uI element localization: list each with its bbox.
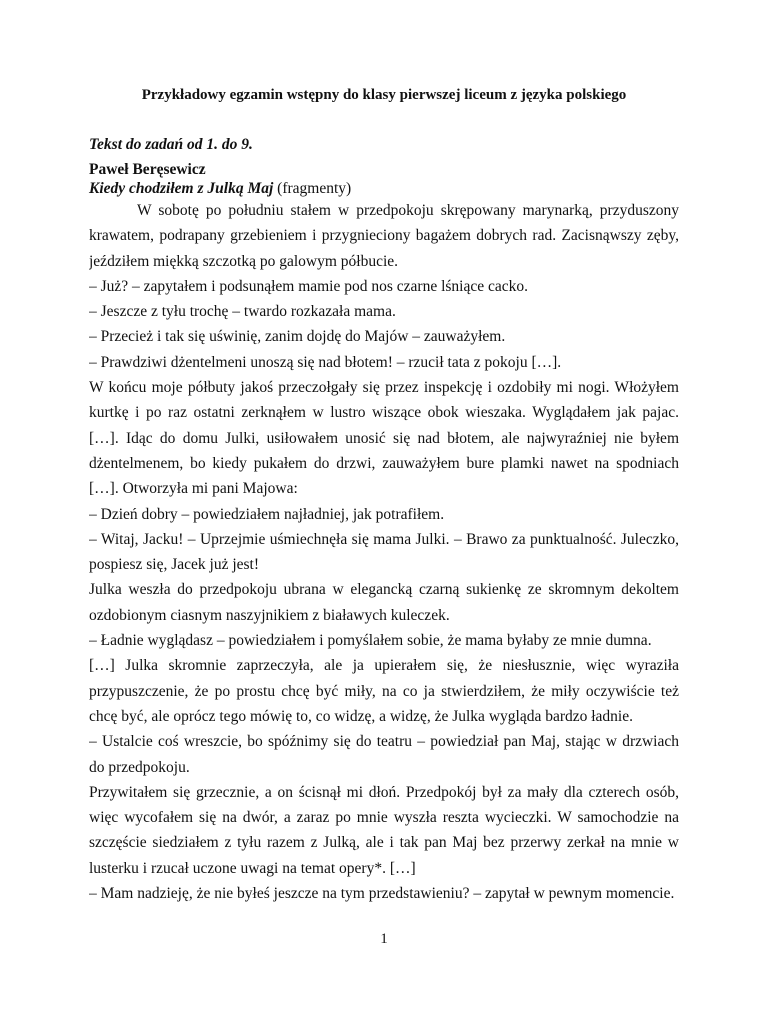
text-line: lusterku i rzucał uczone uwagi na temat opery*. […] [89,859,416,877]
text-fragment [89,198,679,906]
text-line: W sobotę po południu stałem w przedpokoju skrępowany marynarką, przyduszony [137,202,679,219]
text-line: chcę być, ale oprócz tego mówię to, co widzę, a widzę, że Julka wygląda bardzo ładnie. [89,707,633,725]
work-note: (fragmenty) [273,180,352,197]
text-line: krawatem, podrapany grzebieniem i przygnieciony bagażem dobrych rad. Zacisnąwszy zęby, [89,227,679,245]
text-line: szczęście siedziałem z tyłu razem z Julką, ale i tak pan Maj bez przerwy zerkał na mnie w [89,834,679,852]
text-line: – Już? – zapytałem i podsunąłem mamie pod nos czarne lśniące cacko. [89,277,529,295]
text-line: […] Julka skromnie zaprzeczyła, ale ja upierałem się, że niesłusznie, więc wyraziła [89,657,679,675]
text-line: dżentelmenem, bo kiedy pukałem do drzwi, zauważyłem bure plamki nawet na spodniach [89,454,679,472]
text-line: ozdobionym ciasnym naszyjnikiem z białawych kuleczek. [89,606,450,624]
text-line: przypuszczenie, że po prostu chcę być miły, na co ja stwierdziłem, że miły oczywiście też [89,682,679,700]
page-number: 1 [380,931,388,947]
text-line: […]. Otworzyła mi pani Majowa: [89,480,298,498]
text-line: pospiesz się, Jacek już jest! [89,556,260,574]
text-line: – Prawdziwi dżentelmeni unoszą się nad błotem! – rzucił tata z pokoju […]. [89,353,562,371]
text-line: – Witaj, Jacku! – Uprzejmie uśmiechnęła się mama Julki. – Brawo za punktualność. Juleczko, [89,530,679,548]
text-line: – Jeszcze z tyłu trochę – twardo rozkazała mama. [89,303,396,321]
author-name: Paweł Beręsewicz [89,161,206,178]
text-line: Przywitałem się grzecznie, a on ścisnął mi dłoń. Przedpokój był za mały dla czterech osób, [89,783,679,801]
text-line: […]. Idąc do domu Julki, usiłowałem unosić się nad błotem, ale najwyraźniej nie byłem [89,429,679,447]
text-line: więc wycofałem się na dwór, a zaraz po mnie wyszła reszta wycieczki. W samochodzie na [89,809,679,827]
document-title: Przykładowy egzamin wstępny do klasy pierwszej liceum z języka polskiego [141,87,627,103]
work-title-line [89,179,679,198]
text-line: jeździłem miękką szczotką po galowym półbucie. [89,252,399,270]
text-header [89,135,679,198]
text-line: do przedpokoju. [89,758,190,776]
text-line: – Ładnie wyglądasz – powiedziałem i pomyślałem sobie, że mama byłaby ze mnie dumna. [89,632,652,650]
task-range-subtitle: Tekst do zadań od 1. do 9. [89,136,253,153]
text-line: – Dzień dobry – powiedziałem najładniej, jak potrafiłem. [89,505,445,523]
text-line: W końcu moje półbuty jakoś przeczołgały się przez inspekcję i ozdobiły mi nogi. Włożyłem [89,379,679,397]
text-line: – Przecież i tak się uświnię, zanim dojdę do Majów – zauważyłem. [89,328,506,346]
text-line: – Ustalcie coś wreszcie, bo spóźnimy się do teatru – powiedział pan Maj, stając w drzwiach [89,733,679,751]
text-line: Julka weszła do przedpokoju ubrana w elegancką czarną sukienkę ze skromnym dekoltem [89,581,679,599]
text-line: – Mam nadzieję, że nie byłeś jeszcze na tym przedstawieniu? – zapytał w pewnym momencie. [89,885,675,903]
work-title: Kiedy chodziłem z Julką Maj [89,180,274,197]
text-line: kurtkę i po raz ostatni zerknąłem w lustro wiszące obok wieszaka. Wyglądałem jak pajac. [89,404,679,422]
